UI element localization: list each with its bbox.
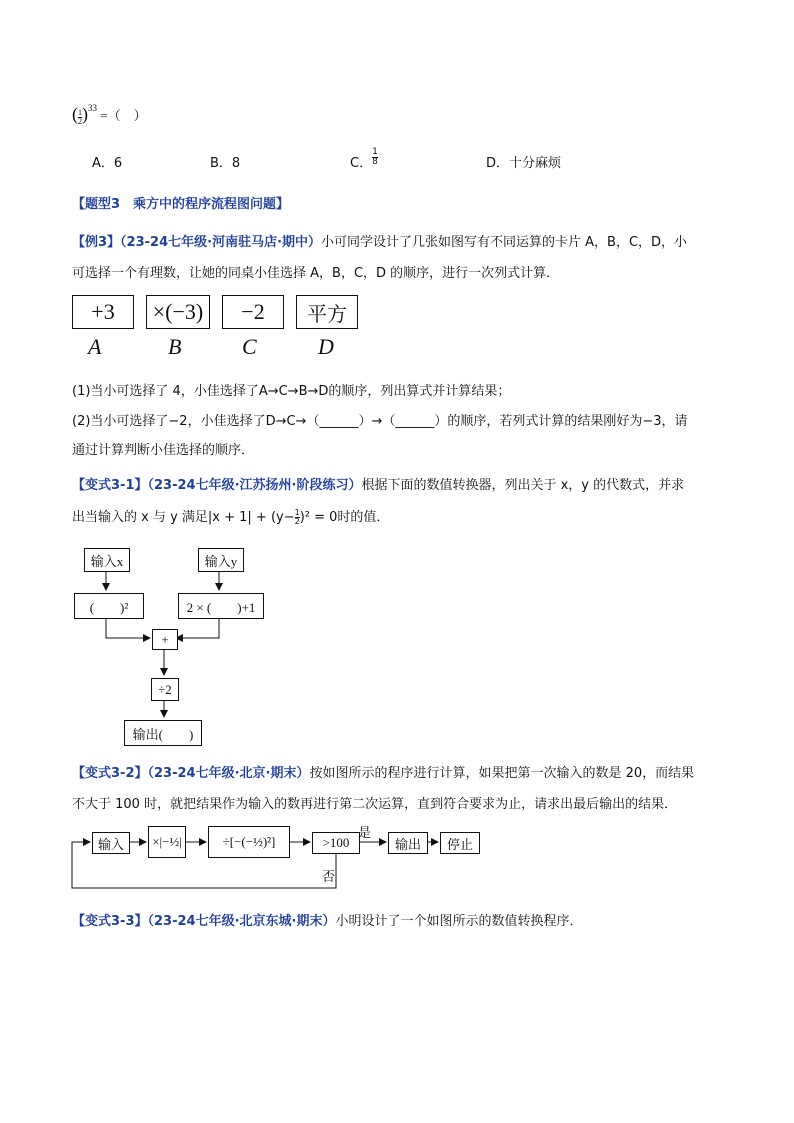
option-c: C． $\frac{1}{8}$ — [350, 147, 378, 171]
card-b-label: B — [168, 334, 182, 359]
flow32-stop-box: 停止 — [440, 832, 480, 854]
flow32-input-box: 输入 — [92, 832, 130, 854]
prev-question-expression: ( $\frac{1}{2}$ )$^{33}$ =（ ） — [72, 102, 147, 126]
flow31-div2-box: ÷2 — [151, 678, 179, 701]
variant32-line2: 不大于 100 时，就把结果作为输入的数再进行第二次运算，直到符合要求为止，请求出最后输出的结果． — [72, 797, 678, 812]
flow31-input-x: 输入x — [84, 548, 130, 572]
card-d: 平方 — [296, 295, 358, 329]
example3-line1: 【例3】（23-24七年级·河南驻马店·期中）小可同学设计了几张如图写有不同运算的卡片 A，B，C，D，小 — [72, 235, 688, 250]
example3-sub2-line2: 通过计算判断小佳选择的顺序． — [72, 443, 255, 458]
option-b: B．8 — [210, 156, 241, 171]
variant31-line2: 出当输入的 x 与 y 满足|x + 1| + (y− $\frac{1}{2}$ )² = 0时的值． — [72, 508, 390, 526]
option-a: A．6 — [92, 156, 123, 171]
flow32-yes-label: 是 — [358, 826, 372, 841]
flow31-input-y: 输入y — [198, 548, 244, 572]
example3-sub1: (1)当小可选择了 4，小佳选择了A→C→B→D的顺序，列出算式并计算结果； — [72, 384, 511, 399]
section-title: 【题型3 乘方中的程序流程图问题】 — [72, 197, 290, 212]
flow31-output-box: 输出( ) — [124, 720, 202, 746]
flow31-plus-box: + — [152, 629, 178, 650]
flow32-output-box: 输出 — [388, 832, 428, 854]
card-c-label: C — [242, 334, 257, 359]
flow32-div-box: ÷[−(−½)²] — [208, 826, 290, 858]
card-a: +3 — [72, 295, 134, 329]
card-b: ×(−3) — [146, 295, 210, 329]
flow32-compare-box: >100 — [312, 832, 360, 854]
example3-sub2-line1: (2)当小可选择了−2，小佳选择了D→C→（______）→（______）的顺序，若列式计算的结果刚好为−3，请 — [72, 414, 688, 429]
variant32-line1: 【变式3-2】（23-24七年级·北京·期末）按如图所示的程序进行计算，如果把第一次输入的数是 20，而结果 — [72, 766, 695, 781]
variant31-line1: 【变式3-1】（23-24七年级·江苏扬州·阶段练习）根据下面的数值转换器，列出关于 x，y 的代数式，并求 — [72, 478, 685, 493]
option-d: D．十分麻烦 — [486, 156, 562, 171]
example3-line2: 可选择一个有理数，让她的同桌小佳选择 A，B，C，D 的顺序，进行一次列式计算． — [72, 266, 560, 281]
flow31-linear-box: 2 × ( )+1 — [178, 593, 264, 619]
card-c: −2 — [222, 295, 284, 329]
flow32-no-label: 否 — [322, 870, 336, 885]
card-a-label: A — [88, 334, 102, 359]
flow31-square-box: ( )² — [74, 593, 144, 619]
variant33-line1: 【变式3-3】（23-24七年级·北京东城·期末）小明设计了一个如图所示的数值转换程序． — [72, 914, 583, 929]
card-d-label: D — [318, 334, 334, 359]
flow32-mult-box: ×|−½| — [148, 826, 186, 858]
